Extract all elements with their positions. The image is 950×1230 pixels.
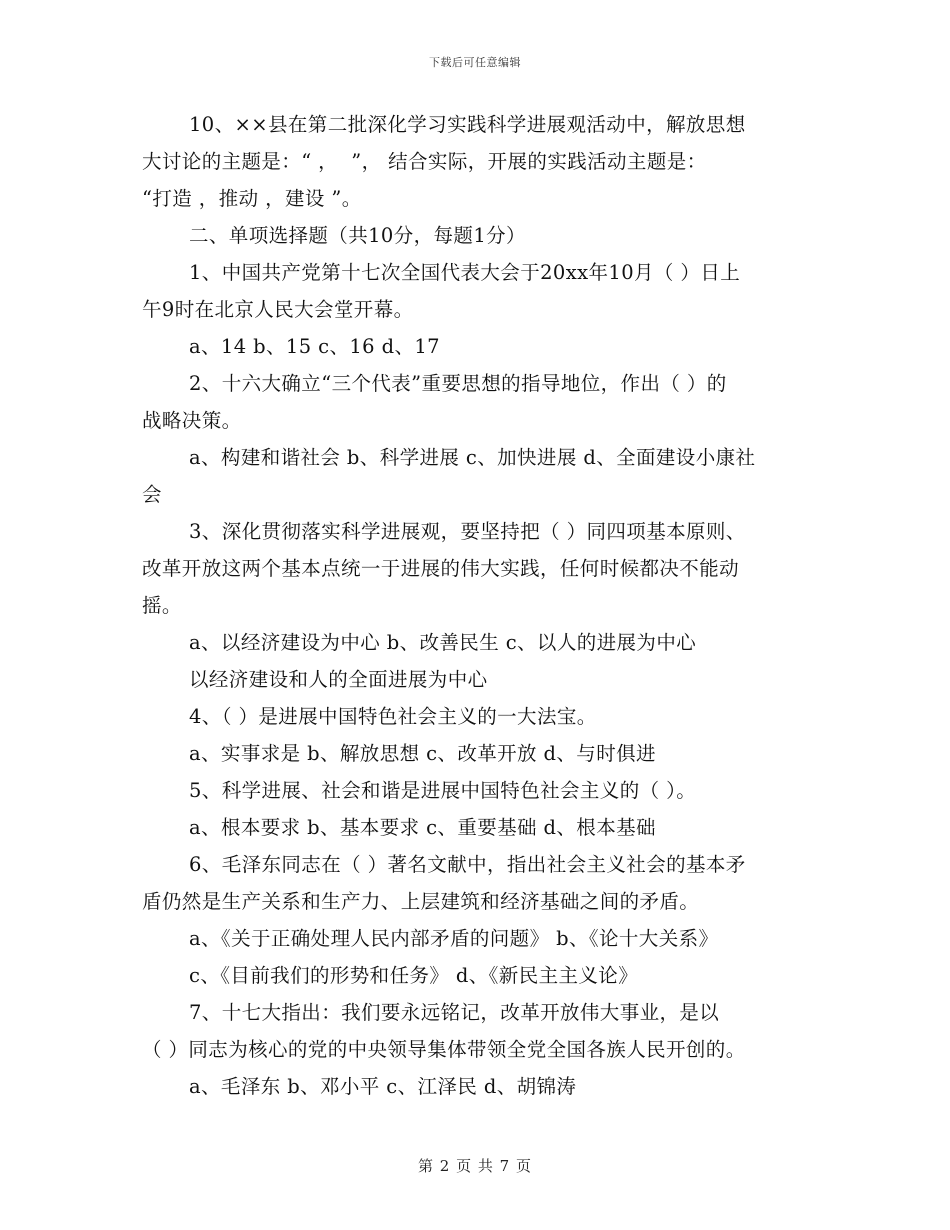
- text-line: 10、××县在第二批深化学习实践科学进展观活动中，解放思想: [189, 113, 746, 136]
- text-line: 大讨论的主题是：“ ， ”， 结合实际，开展的实践活动主题是：: [142, 150, 707, 173]
- text-line: 4、（ ）是进展中国特色社会主义的一大法宝。: [189, 705, 597, 728]
- page-header-note: 下载后可任意编辑: [429, 56, 521, 69]
- text-line: 5、科学进展、社会和谐是进展中国特色社会主义的（ ）。: [189, 779, 697, 802]
- text-line: 盾仍然是生产关系和生产力、上层建筑和经济基础之间的矛盾。: [142, 890, 700, 913]
- text-line: （ ）同志为核心的党的中央领导集体带领全党全国各族人民开创的。: [142, 1038, 746, 1061]
- text-line: 2、十六大确立“三个代表”重要思想的指导地位，作出（ ）的: [189, 372, 727, 395]
- text-line: 1、中国共产党第十七次全国代表大会于20xx年10月（ ）日上: [189, 261, 741, 284]
- text-line: “打造 ，推动 ，建设 ”。: [142, 187, 362, 210]
- text-line: 7、十七大指出：我们要永远铭记，改革开放伟大事业，是以: [189, 1001, 720, 1024]
- text-line: 会: [142, 483, 162, 506]
- text-line: 午9时在北京人民大会堂开幕。: [142, 298, 414, 321]
- text-line: c、《目前我们的形势和任务》 d、《新民主主义论》: [189, 964, 639, 987]
- text-line: 二、单项选择题（共10分，每题1分）: [189, 224, 526, 247]
- text-line: a、《关于正确处理人民内部矛盾的问题》 b、《论十大关系》: [189, 927, 719, 950]
- text-line: a、毛泽东 b、邓小平 c、江泽民 d、胡锦涛: [189, 1075, 577, 1098]
- text-line: a、14 b、15 c、16 d、17: [189, 335, 440, 358]
- text-line: 摇。: [142, 594, 182, 617]
- text-line: 3、深化贯彻落实科学进展观，要坚持把（ ）同四项基本原则、: [189, 520, 746, 543]
- text-line: a、以经济建设为中心 b、改善民生 c、以人的进展为中心: [189, 631, 697, 654]
- text-line: 以经济建设和人的全面进展为中心: [189, 668, 488, 691]
- page-footer-number: 第 2 页 共 7 页: [418, 1157, 532, 1175]
- text-line: a、根本要求 b、基本要求 c、重要基础 d、根本基础: [189, 816, 656, 839]
- text-line: a、构建和谐社会 b、科学进展 c、加快进展 d、全面建设小康社: [189, 446, 756, 469]
- text-line: 改革开放这两个基本点统一于进展的伟大实践，任何时候都决不能动: [142, 557, 740, 580]
- document-body: [142, 106, 808, 1105]
- text-line: 6、毛泽东同志在（ ）著名文献中，指出社会主义社会的基本矛: [189, 853, 746, 876]
- text-line: a、实事求是 b、解放思想 c、改革开放 d、与时俱进: [189, 742, 656, 765]
- text-line: 战略决策。: [142, 409, 242, 432]
